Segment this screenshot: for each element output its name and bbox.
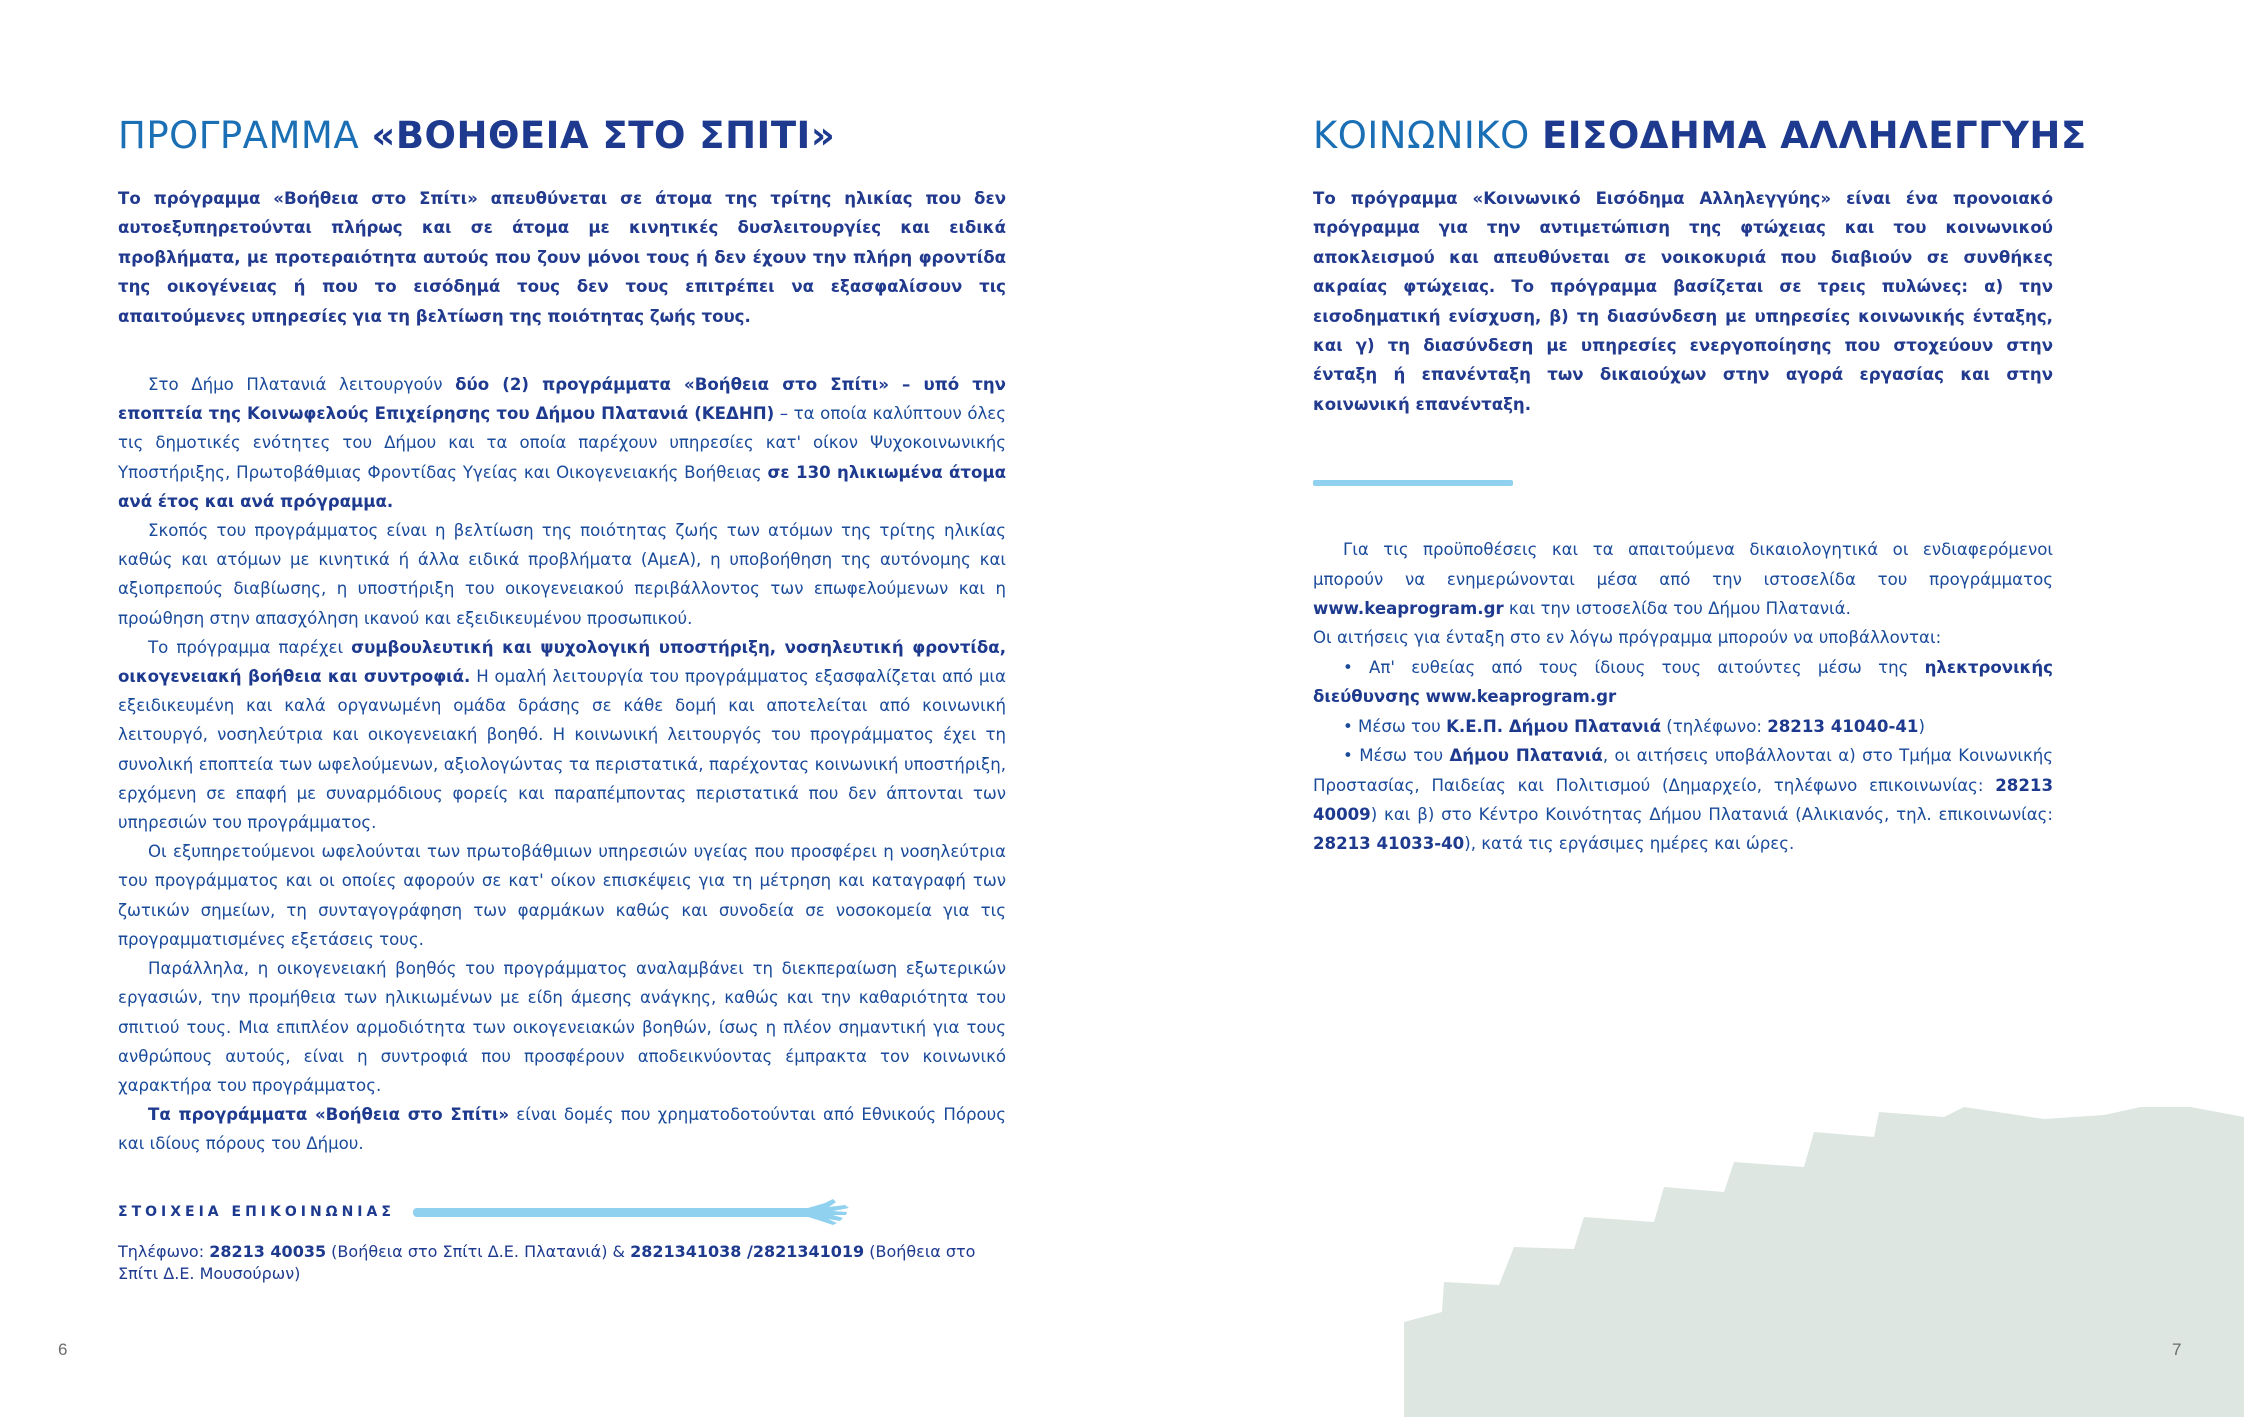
kea-link[interactable]: www.keaprogram.gr xyxy=(1313,599,1504,619)
right-page-content xyxy=(1313,112,2087,859)
title-bold: «ΒΟΗΘΕΙΑ ΣΤΟ ΣΠΙΤΙ» xyxy=(371,114,836,157)
accent-divider xyxy=(1313,480,1513,486)
page-number-left: 6 xyxy=(58,1340,68,1359)
title-bold: ΕΙΣΟΔΗΜΑ ΑΛΛΗΛΕΓΓΥΗΣ xyxy=(1542,114,2087,157)
map-decoration xyxy=(1404,1107,2244,1417)
contact-label: ΣΤΟΙΧΕΙΑ ΕΠΙΚΟΙΝΩΝΙΑΣ xyxy=(118,1203,395,1220)
contact-info: Τηλέφωνο: 28213 40035 (Βοήθεια στο Σπίτι Δ.Ε. Πλατανιά) & 2821341038 /2821341019 (Βοήθεια στο Σπίτι Δ.Ε. Μουσούρων) xyxy=(118,1241,976,1283)
kea-title xyxy=(1313,112,2087,160)
hand-icon xyxy=(413,1197,853,1227)
program-body xyxy=(118,370,1006,1158)
program-title xyxy=(118,112,1006,160)
title-light: ΠΡΟΓΡΑΜΜΑ xyxy=(118,114,360,157)
paragraph-assistant: Παράλληλα, η οικογενειακή βοηθός του προγράμματος αναλαμβάνει τη διεκπεραίωση εξωτερικών εργασιών, την προμήθεια των ηλικιωμένων με είδη άμεσης ανάγκης, καθώς και την καθαριότητα του σπιτιού τους. Μια επιπλέον αρμοδιότητα των οικογενειακών βοηθών, ίσως η πλέον σημαντική για τους ανθρώπους αυτούς, είναι η συντροφιά που προσφέρουν αποδεικνύοντας έμπρακτα τον κοινωνικό χαρακτήρα του προγράμματος. xyxy=(118,959,1006,1095)
info-paragraph: Για τις προϋποθέσεις και τα απαιτούμενα δικαιολογητικά οι ενδιαφερόμενοι μπορούν να ενημερώνονται μέσα από την ιστοσελίδα του προγράμματος www.keaprogram.gr και την ιστοσελίδα του Δήμου Πλατανιά. xyxy=(1313,540,2053,619)
paragraph-health: Οι εξυπηρετούμενοι ωφελούνται των πρωτοβάθμιων υπηρεσιών υγείας που προσφέρει η νοσηλεύτρια του προγράμματος και οι οποίες αφορούν σε κατ' οίκον επισκέψεις για τη μέτρηση και καταγραφή των ζωτικών σημείων, τη συνταγογράφηση των φαρμάκων καθώς και συνοδεία σε νοσοκομεία για τις προγραμματισμένες εξετάσεις τους. xyxy=(118,842,1006,949)
bullet-online: • Απ' ευθείας από τους ίδιους τους αιτούντες μέσω της ηλεκτρονικής διεύθυνσης www.keaprogram.gr xyxy=(1313,657,2053,707)
paragraph-purpose: Σκοπός του προγράμματος είναι η βελτίωση της ποιότητας ζωής των ατόμων της τρίτης ηλικίας καθώς και ατόμων με κινητικά ή άλλα ειδικά προβλήματα (ΑμεΑ), η υποβοήθηση της αυτόνομης και αξιοπρεπούς διαβίωσης, η υποστήριξη του οικογενειακού περιβάλλοντος των επωφελούμενων και η προώθηση στην απασχόληση ικανού και εξειδικευμένου προσωπικού. xyxy=(118,521,1006,628)
page-number-right: 7 xyxy=(2172,1340,2182,1359)
intro-paragraph: Το πρόγραμμα «Βοήθεια στο Σπίτι» απευθύνεται σε άτομα της τρίτης ηλικίας που δεν αυτοεξυπηρετούνται πλήρως και σε άτομα με κινητικές δυσλειτουργίες και ειδικά προβλήματα, με προτεραιότητα αυτούς που ζουν μόνοι τους ή δεν έχουν την πλήρη φροντίδα της οικογένειας ή που το εισόδημά τους δεν τους επιτρέπει να εξασφαλίσουν τις απαιτούμενες υπηρεσίες για τη βελτίωση της ποιότητας ζωής τους. xyxy=(118,189,1006,326)
paragraph-funding: Τα προγράμματα «Βοήθεια στο Σπίτι» είναι δομές που χρηματοδοτούνται από Εθνικούς Πόρους και ιδίους πόρους του Δήμου. xyxy=(118,1105,1006,1154)
kea-info xyxy=(1313,535,2053,858)
contact-header xyxy=(118,1197,1006,1227)
applications-paragraph: Οι αιτήσεις για ένταξη στο εν λόγω πρόγραμμα μπορούν να υποβάλλονται: xyxy=(1313,628,1942,648)
title-light: ΚΟΙΝΩΝΙΚΟ xyxy=(1313,114,1530,157)
paragraph-services: Το πρόγραμμα παρέχει συμβουλευτική και ψυχολογική υποστήριξη, νοσηλευτική φροντίδα, οικογενειακή βοήθεια και συντροφιά. Η ομαλή λειτουργία του προγράμματος εξασφαλίζεται από μια εξειδικευμένη και καλά οργανωμένη ομάδα δράσης σε κάθε δομή και αποτελείται από κοινωνική λειτουργό, νοσηλεύτρια και οικογενειακή βοηθό. Η κοινωνική λειτουργός του προγράμματος έχει τη συνολική εποπτεία των ωφελούμενων, αξιολογώντας τα περιστατικά, παρέχοντας κοινωνική υποστήριξη, ερχόμενη σε επαφή με συναρμόδιους φορείς και παραπέμποντας περιστατικά που δεν άπτονται των υπηρεσιών του προγράμματος. xyxy=(118,637,1006,833)
bullet-kep: • Μέσω του Κ.Ε.Π. Δήμου Πλατανιά (τηλέφωνο: 28213 41040-41) xyxy=(1343,716,1925,736)
bullet-municipality: • Μέσω του Δήμου Πλατανιά, οι αιτήσεις υποβάλλονται α) στο Τμήμα Κοινωνικής Προστασίας, Παιδείας και Πολιτισμού (Δημαρχείο, τηλέφωνο επικοινωνίας: 28213 40009) και β) στο Κέντρο Κοινότητας Δήμου Πλατανιά (Αλικιανός, τηλ. επικοινωνίας: 28213 41033-40), κατά τις εργάσιμες ημέρες και ώρες. xyxy=(1313,746,2054,854)
paragraph-programs: Στο Δήμο Πλατανιά λειτουργούν δύο (2) προγράμματα «Βοήθεια στο Σπίτι» – υπό την εποπτεία της Κοινωφελούς Επιχείρησης του Δήμου Πλατανιά (ΚΕΔΗΠ) – τα οποία καλύπτουν όλες τις δημοτικές ενότητες του Δήμου και τα οποία παρέχουν υπηρεσίες κατ' οίκον Ψυχοκοινωνικής Υποστήριξης, Πρωτοβάθμιας Φροντίδας Υγείας και Οικογενειακής Βοήθειας σε 130 ηλικιωμένα άτομα ανά έτος και ανά πρόγραμμα. xyxy=(118,375,1006,511)
kea-intro-paragraph: Το πρόγραμμα «Κοινωνικό Εισόδημα Αλληλεγγύης» είναι ένα προνοιακό πρόγραμμα για την αντιμετώπιση της φτώχειας και του κοινωνικού αποκλεισμού και απευθύνεται σε νοικοκυριά που διαβιούν σε συνθήκες ακραίας φτώχειας. Το πρόγραμμα βασίζεται σε τρεις πυλώνες: α) την εισοδηματική ενίσχυση, β) τη διασύνδεση με υπηρεσίες κοινωνικής ένταξης, και γ) τη διασύνδεση με υπηρεσίες ενεργοποίησης που στοχεύουν στην ένταξη ή επανένταξη των δικαιούχων στην αγορά εργασίας και στην κοινωνική επανένταξη. xyxy=(1313,189,2053,414)
left-page-content xyxy=(118,112,1006,1285)
